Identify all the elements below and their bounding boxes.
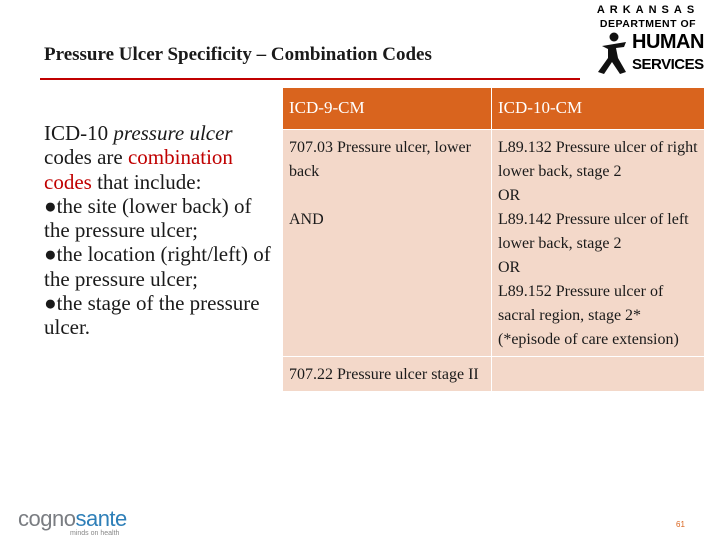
header-icd10: ICD-10-CM (492, 88, 705, 130)
logo-line-department: DEPARTMENT OF (599, 18, 697, 30)
bullet-location: ●the location (right/left) of the pressure ulcer; (44, 242, 271, 291)
table-cell-icd9 (283, 130, 492, 357)
left-text-block (44, 121, 280, 340)
brand-tagline: minds on health (70, 530, 120, 537)
table-row (283, 130, 705, 357)
logo-line-arkansas: ARKANSAS (596, 4, 700, 16)
table-cell-icd10 (492, 357, 705, 392)
intro-italic: pressure ulcer (113, 121, 233, 145)
icd10-note-text: (*episode of care extension) (498, 331, 679, 348)
intro-text: ICD-10 (44, 121, 114, 145)
bullet-site: ●the site (lower back) of the pressure ulcer; (44, 193, 252, 243)
brand-text-part1: cogno (18, 506, 76, 531)
code-table (282, 87, 705, 392)
table-cell-icd10 (492, 130, 705, 357)
spacer (289, 184, 485, 208)
icd10-code-text: L89.152 Pressure ulcer of sacral region, stage 2* (498, 283, 664, 324)
table-cell-icd9: 707.22 Pressure ulcer stage II (283, 357, 492, 392)
table-row (283, 357, 705, 392)
icd10-code-text: L89.142 Pressure ulcer of left lower back, stage 2 (498, 211, 689, 252)
icd9-connector-text: AND (289, 211, 324, 228)
intro-text-2: codes are (44, 145, 128, 170)
intro-paragraph (44, 121, 280, 194)
title-divider (40, 78, 580, 80)
icd10-connector-text: OR (498, 259, 521, 276)
table-header-row (283, 88, 705, 130)
page-number: 61 (676, 520, 685, 529)
figure-icon (594, 32, 630, 76)
brand-logo (18, 506, 127, 532)
department-logo (592, 4, 702, 78)
icd10-code-text: L89.132 Pressure ulcer of right lower back, stage 2 (498, 139, 698, 180)
logo-line-human: HUMAN (632, 31, 704, 53)
logo-line-services: SERVICES (632, 56, 704, 73)
icd10-connector-text: OR (498, 187, 521, 204)
brand-text-part2: sante (75, 506, 127, 531)
intro-highlight: combination codes (44, 145, 233, 194)
icd9-code-text: 707.03 Pressure ulcer, lower back (289, 139, 471, 180)
bullet-stage: ●the stage of the pressure ulcer. (44, 291, 260, 340)
intro-text-3: that include: (91, 169, 202, 194)
slide-title: Pressure Ulcer Specificity – Combination Codes (44, 44, 432, 65)
header-icd9: ICD-9-CM (283, 88, 492, 130)
